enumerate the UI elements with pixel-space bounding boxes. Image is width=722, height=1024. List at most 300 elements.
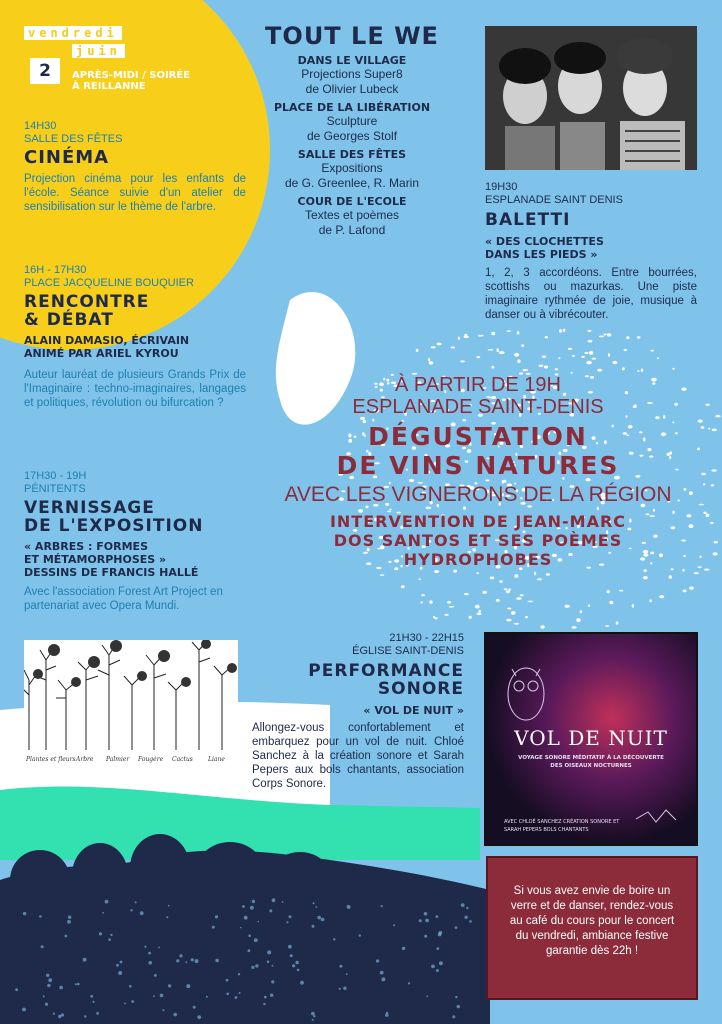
weekend-item-line: Projections Super8 xyxy=(301,67,403,81)
hill-dot xyxy=(313,902,315,904)
hill-dot xyxy=(168,905,170,907)
tasting-intervention-line2: DOS SANTOS ET SES POÈMES xyxy=(333,531,623,550)
hill-dot xyxy=(68,916,71,919)
speckle-dot xyxy=(421,594,425,596)
hill-dot xyxy=(292,964,295,967)
speckle-dot xyxy=(613,361,618,364)
speckle-dot xyxy=(713,552,718,555)
hill-dot xyxy=(271,980,274,983)
hill-dot xyxy=(267,950,271,954)
cover-subtitle-line1: VOYAGE SONORE MÉDITATIF À LA DÉCOUVERTE xyxy=(518,755,664,761)
speckle-dot xyxy=(418,578,421,580)
hill-dot xyxy=(191,958,194,961)
speckle-dot xyxy=(499,580,503,583)
hill-dot xyxy=(197,1015,201,1019)
speckle-dot xyxy=(657,357,659,359)
hill-dot xyxy=(193,1006,196,1009)
speckle-dot xyxy=(464,336,469,339)
event-place: ESPLANADE SAINT DENIS xyxy=(485,194,623,206)
speckle-dot xyxy=(545,336,548,338)
hill-dot xyxy=(131,1000,134,1003)
speckle-dot xyxy=(401,585,405,588)
cafe-note: Si vous avez envie de boire un verre et de danser, rendez-vous au café du cours pour le concert du vendredi, ambiance festive garantie dès 22h ! xyxy=(486,856,698,1000)
hill-dot xyxy=(290,954,293,957)
hill-dot xyxy=(130,909,132,911)
drawing-label: Palmier xyxy=(106,756,130,763)
hill-dot xyxy=(102,912,104,914)
event-description: Allongez-vous confortablement et embarquez pour un vol de nuit. Chloé Sanchez à la création sonore et Sarah Pepers aux bols chantants, association Corps Sonore. xyxy=(252,722,464,790)
hill-dot xyxy=(424,912,428,916)
event-description: Auteur lauréat de plusieurs Grands Prix de l'Imaginaire : techno-imaginaires, langages et politiques, révolution ou bifurcation ? xyxy=(24,369,246,409)
event-subtitle: « VOL DE NUIT » xyxy=(363,704,464,717)
hill-dot xyxy=(376,959,379,962)
event-time: 19H30 xyxy=(485,181,518,193)
speckle-dot xyxy=(516,597,522,600)
speckle-dot xyxy=(434,570,439,573)
tree-drawing xyxy=(24,640,238,765)
hill-dot xyxy=(59,986,63,990)
hill-dot xyxy=(90,995,93,998)
hill-dot xyxy=(461,903,465,907)
hill-dot xyxy=(105,900,109,904)
hill-dot xyxy=(47,984,50,987)
speckle-dot xyxy=(514,353,519,357)
hill-dot xyxy=(393,924,395,926)
hill-dot xyxy=(43,995,45,997)
hill-dot xyxy=(212,926,215,929)
speckle-dot xyxy=(434,617,438,619)
event-title: CINÉMA xyxy=(24,147,110,168)
speckle-dot xyxy=(609,601,613,605)
speckle-dot xyxy=(565,605,570,608)
speckle-dot xyxy=(608,353,610,357)
weekend-title: TOUT LE WE xyxy=(265,22,439,50)
speckle-dot xyxy=(683,590,687,593)
speckle-dot xyxy=(514,623,519,625)
weekend-item-line: de P. Lafond xyxy=(318,223,386,237)
speckle-dot xyxy=(588,605,590,607)
speckle-dot xyxy=(607,590,610,593)
speckle-dot xyxy=(711,469,716,471)
speckle-dot xyxy=(643,569,647,572)
hill-dot xyxy=(267,961,270,964)
hill-dot xyxy=(226,993,229,996)
hill-dot xyxy=(144,946,146,948)
hill-dot xyxy=(289,915,292,918)
event-title-line2: SONORE xyxy=(377,679,464,699)
speckle-dot xyxy=(588,340,593,343)
drawing-label: Fougère xyxy=(138,756,164,763)
speckle-dot xyxy=(476,356,480,358)
hill-dot xyxy=(346,973,348,975)
hill-dot xyxy=(312,1019,314,1021)
event-time: 16H - 17H30 xyxy=(24,264,87,276)
hill-dot xyxy=(129,985,132,988)
hill-dot xyxy=(425,919,429,923)
event-place: SALLE DES FÊTES xyxy=(24,133,123,145)
event-description: Avec l'association Forest Art Project en partenariat avec Opera Mundi. xyxy=(24,586,223,612)
speckle-dot xyxy=(546,573,550,575)
speckle-dot xyxy=(694,572,699,574)
hill-dot xyxy=(408,982,410,984)
speckle-dot xyxy=(558,357,560,359)
speckle-dot xyxy=(607,333,612,336)
speckle-dot xyxy=(499,351,505,354)
speckle-dot xyxy=(451,347,455,349)
speckle-dot xyxy=(444,614,448,616)
hill-dot xyxy=(154,974,157,977)
hill-dot xyxy=(15,988,18,991)
hill-dot xyxy=(385,1013,389,1017)
accordion-photo xyxy=(485,26,697,170)
speckle-dot xyxy=(689,587,694,590)
event-subtitle-line1: « ARBRES : FORMES xyxy=(24,540,148,553)
hill-dot xyxy=(272,898,276,902)
hill-dot xyxy=(45,1003,48,1006)
hill-dot xyxy=(254,938,258,942)
tasting-title-line2: DE VINS NATURES xyxy=(336,451,620,480)
hill-dot xyxy=(158,947,160,949)
hill-dot xyxy=(39,915,42,918)
hill-dot xyxy=(312,925,315,928)
hill-dot xyxy=(77,983,80,986)
event-guests-line1: ALAIN DAMASIO, ÉCRIVAIN xyxy=(24,334,190,347)
hill-dot xyxy=(135,901,137,903)
hill-dot xyxy=(173,1013,177,1017)
speckle-dot xyxy=(539,365,544,367)
hill-dot xyxy=(286,921,288,923)
speckle-dot xyxy=(712,429,717,432)
event-description: 1, 2, 3 accordéons. Entre bourrées, scottishs ou mazurkas. Une piste imaginaire rythmée de joie, musique à danser ou à vibrécouter. xyxy=(485,267,697,321)
hill-dot xyxy=(321,918,325,922)
speckle-dot xyxy=(585,352,589,354)
speckle-dot xyxy=(477,572,479,574)
tasting-intervention-line3: HYDROPHOBES xyxy=(403,550,553,569)
hill-dot xyxy=(61,1013,64,1016)
event-time: 17H30 - 19H xyxy=(24,470,87,482)
speckle-dot xyxy=(659,595,664,598)
weekend-item-heading: SALLE DES FÊTES xyxy=(297,148,407,161)
hill-dot xyxy=(179,954,182,957)
event-subtitle-line1: « DES CLOCHETTES xyxy=(485,235,604,248)
cover-subtitle-line2: DES OISEAUX NOCTURNES xyxy=(550,763,632,769)
tasting-with: AVEC LES VIGNERONS DE LA RÉGION xyxy=(284,483,672,506)
event-subtitle-line2: DANS LES PIEDS » xyxy=(485,248,598,261)
speckle-dot xyxy=(641,369,643,373)
speckle-dot xyxy=(523,369,528,371)
hill-dot xyxy=(53,1013,55,1015)
speckle-dot xyxy=(517,331,520,335)
speckle-dot xyxy=(449,606,454,608)
event-subtitle-line3: DESSINS DE FRANCIS HALLÉ xyxy=(24,566,199,579)
hill-dot xyxy=(455,996,457,998)
speckle-dot xyxy=(528,601,533,603)
speckle-dot xyxy=(421,601,423,603)
speckle-dot xyxy=(682,569,684,572)
speckle-dot xyxy=(626,336,629,339)
hill-dot xyxy=(419,919,422,922)
weekend-item-line: Expositions xyxy=(321,161,383,175)
event-place: PLACE JACQUELINE BOUQUIER xyxy=(24,277,194,289)
hill-dot xyxy=(99,932,102,935)
hill-dot xyxy=(235,996,238,999)
header-town: À REILLANNE xyxy=(72,81,146,92)
hill-dot xyxy=(75,983,77,985)
hill-dot xyxy=(282,901,284,903)
hill-dot xyxy=(315,906,317,908)
speckle-dot xyxy=(672,368,674,370)
speckle-dot xyxy=(508,588,510,591)
hill-dot xyxy=(297,969,300,972)
speckle-dot xyxy=(507,608,511,610)
hill-dot xyxy=(426,995,428,997)
weekend-section xyxy=(262,22,442,238)
hill-dot xyxy=(176,959,179,962)
hill-dot xyxy=(46,974,49,977)
hill-dot xyxy=(195,959,199,963)
weekend-item-line: de Olivier Lubeck xyxy=(305,82,399,96)
hill-dot xyxy=(242,905,245,908)
speckle-dot xyxy=(511,611,516,615)
speckle-dot xyxy=(429,361,434,365)
weekend-item-line: Sculpture xyxy=(326,114,378,128)
drawing-label: Liane xyxy=(208,756,225,763)
event-place: ÉGLISE SAINT-DENIS xyxy=(352,645,464,657)
hill-dot xyxy=(248,934,251,937)
speckle-dot xyxy=(477,613,482,616)
event-title-line1: VERNISSAGE xyxy=(24,498,155,518)
speckle-dot xyxy=(490,577,495,580)
hill-dot xyxy=(438,933,442,937)
speckle-dot xyxy=(581,356,585,358)
speckle-dot xyxy=(555,368,558,370)
speckle-dot xyxy=(643,576,648,579)
hill-dot xyxy=(251,966,254,969)
speckle-dot xyxy=(460,360,464,362)
hill-dot xyxy=(288,945,292,949)
hill-dot xyxy=(215,915,218,918)
drawing-label: Plantes et fleurs xyxy=(26,756,76,763)
speckle-dot xyxy=(568,348,572,350)
speckle-dot xyxy=(525,616,528,618)
event-title-line2: & DÉBAT xyxy=(24,310,114,330)
event-description: Projection cinéma pour les enfants de l'école. Séance suivie d'un atelier de sensibilisation sur le thème de l'arbre. xyxy=(24,173,246,213)
hill-dot xyxy=(424,935,427,938)
event-debate xyxy=(24,264,246,410)
hill-dot xyxy=(41,945,44,948)
speckle-dot xyxy=(592,358,597,360)
event-place: PÉNITENTS xyxy=(24,483,86,495)
header-period: APRÈS-MIDI / SOIRÉE xyxy=(72,70,191,81)
speckle-dot xyxy=(597,369,602,372)
month-label: juin xyxy=(72,44,125,58)
hill-dot xyxy=(83,958,87,962)
hill-dot xyxy=(166,916,168,918)
speckle-dot xyxy=(637,370,640,372)
speckle-dot xyxy=(520,594,524,596)
hill-dot xyxy=(272,965,274,967)
tasting-place: ESPLANADE SAINT-DENIS xyxy=(352,396,604,418)
speckle-dot xyxy=(514,574,518,578)
speckle-dot xyxy=(715,415,720,417)
speckle-dot xyxy=(521,344,524,347)
event-time: 21H30 - 22H15 xyxy=(389,632,464,644)
speckle-dot xyxy=(469,616,472,619)
speckle-dot xyxy=(458,337,460,340)
hill-dot xyxy=(439,961,443,965)
speckle-dot xyxy=(464,593,469,595)
speckle-dot xyxy=(429,600,432,603)
hill-dot xyxy=(148,961,152,965)
event-baletti xyxy=(485,181,697,322)
speckle-dot xyxy=(605,625,609,627)
speckle-dot xyxy=(416,349,419,352)
hill-dot xyxy=(238,973,240,975)
speckle-dot xyxy=(572,355,575,357)
tasting-section xyxy=(244,374,712,569)
hill-dot xyxy=(455,926,458,929)
speckle-dot xyxy=(544,366,548,369)
cover-title: VOL DE NUIT xyxy=(514,726,668,750)
hill-dot xyxy=(270,994,273,997)
speckle-dot xyxy=(380,574,384,576)
hill-dot xyxy=(300,981,304,985)
hill-dot xyxy=(436,947,439,950)
day-number: 2 xyxy=(30,58,60,84)
hill-dot xyxy=(22,1008,26,1012)
cover-credits xyxy=(504,818,654,834)
hill-dot xyxy=(120,961,123,964)
drawing-label: Arbre xyxy=(76,756,94,763)
hill-dot xyxy=(457,1005,460,1008)
hill-dot xyxy=(48,978,52,982)
hill-dot xyxy=(264,996,267,999)
weekend-item-line: de Georges Stolf xyxy=(306,129,398,143)
cover-credits-line2: SARAH PEPERS BOLS CHANTANTS xyxy=(504,827,589,833)
hill-dot xyxy=(269,909,272,912)
speckle-dot xyxy=(534,572,536,575)
hill-dot xyxy=(140,911,144,915)
tasting-time: À PARTIR DE 19H xyxy=(395,374,561,396)
hill-dot xyxy=(240,927,242,929)
event-guests-line2: ANIMÉ PAR ARIEL KYROU xyxy=(24,347,179,360)
speckle-dot xyxy=(542,356,546,358)
speckle-dot xyxy=(650,350,654,352)
speckle-dot xyxy=(559,329,562,333)
hill-dot xyxy=(23,912,26,915)
hill-dot xyxy=(343,987,346,990)
speckle-dot xyxy=(624,349,627,351)
speckle-dot xyxy=(622,367,625,370)
hill-dot xyxy=(162,1009,164,1011)
event-title-line2: DE L'EXPOSITION xyxy=(24,516,204,536)
hill-dot xyxy=(347,905,351,909)
hill-dot xyxy=(436,915,439,918)
hill-dot xyxy=(160,994,164,998)
tasting-title-line1: DÉGUSTATION xyxy=(368,422,588,451)
speckle-dot xyxy=(479,610,481,613)
speckle-dot xyxy=(431,346,436,348)
hill-dot xyxy=(255,964,258,967)
hill-dot xyxy=(381,977,385,981)
event-time: 14H30 xyxy=(24,120,57,132)
speckle-dot xyxy=(637,336,641,338)
speckle-dot xyxy=(588,330,592,332)
speckle-dot xyxy=(669,575,672,578)
hill-dot xyxy=(168,984,171,987)
hill-dot xyxy=(436,969,439,972)
speckle-dot xyxy=(504,588,508,590)
hill-dot xyxy=(258,921,260,923)
event-performance xyxy=(252,632,464,791)
event-vernissage xyxy=(24,470,246,613)
speckle-dot xyxy=(599,336,604,338)
speckle-dot xyxy=(447,601,451,604)
hill-dot xyxy=(381,905,383,907)
hill-dot xyxy=(311,1012,315,1016)
hill-dot xyxy=(317,916,321,920)
event-subtitle-line2: ET MÉTAMORPHOSES » xyxy=(24,553,167,566)
weekend-item-line: Textes et poèmes xyxy=(304,208,400,222)
hill-dot xyxy=(250,906,254,910)
hill-dot xyxy=(359,934,361,936)
speckle-dot xyxy=(541,625,545,629)
hill-dot xyxy=(248,949,251,952)
event-title-line1: RENCONTRE xyxy=(24,292,150,312)
event-cinema xyxy=(24,120,246,214)
speckle-dot xyxy=(488,349,494,351)
speckle-dot xyxy=(496,599,500,602)
hill-dot xyxy=(67,920,71,924)
hill-dot xyxy=(452,1015,455,1018)
hill-dot xyxy=(118,971,122,975)
hill-dot xyxy=(96,1012,99,1015)
hill-dot xyxy=(116,964,119,967)
event-title-line1: PERFORMANCE xyxy=(308,661,464,681)
speckle-dot xyxy=(475,605,480,609)
speckle-dot xyxy=(563,329,566,332)
hill-dot xyxy=(380,971,384,975)
hill-dot xyxy=(110,934,112,936)
hill-dot xyxy=(153,995,155,997)
hill-dot xyxy=(313,1015,315,1017)
hill-dot xyxy=(333,938,335,940)
speckle-dot xyxy=(482,591,487,594)
weekend-item-line: de G. Greenlee, R. Marin xyxy=(284,176,420,190)
speckle-dot xyxy=(714,541,718,543)
hill-dot xyxy=(295,961,298,964)
speckle-dot xyxy=(506,619,511,622)
hill-dot xyxy=(402,947,405,950)
weekday-label: vendredi xyxy=(24,26,122,40)
weekend-item-heading: PLACE DE LA LIBÉRATION xyxy=(273,101,431,114)
speckle-dot xyxy=(586,361,591,365)
speckle-dot xyxy=(649,599,652,602)
tasting-intervention-line1: INTERVENTION DE JEAN-MARC xyxy=(329,512,627,531)
weekend-item-heading: DANS LE VILLAGE xyxy=(297,54,407,67)
hill-dot xyxy=(431,965,435,969)
speckle-dot xyxy=(478,335,484,337)
speckle-dot xyxy=(619,590,623,592)
hill-dot xyxy=(239,992,241,994)
speckle-dot xyxy=(453,570,457,573)
hill-dot xyxy=(252,900,255,903)
hill-dot xyxy=(65,935,68,938)
hill-dot xyxy=(339,988,341,990)
speckle-dot xyxy=(589,351,593,355)
hill-dot xyxy=(464,916,467,919)
vol-de-nuit-cover xyxy=(484,632,698,846)
